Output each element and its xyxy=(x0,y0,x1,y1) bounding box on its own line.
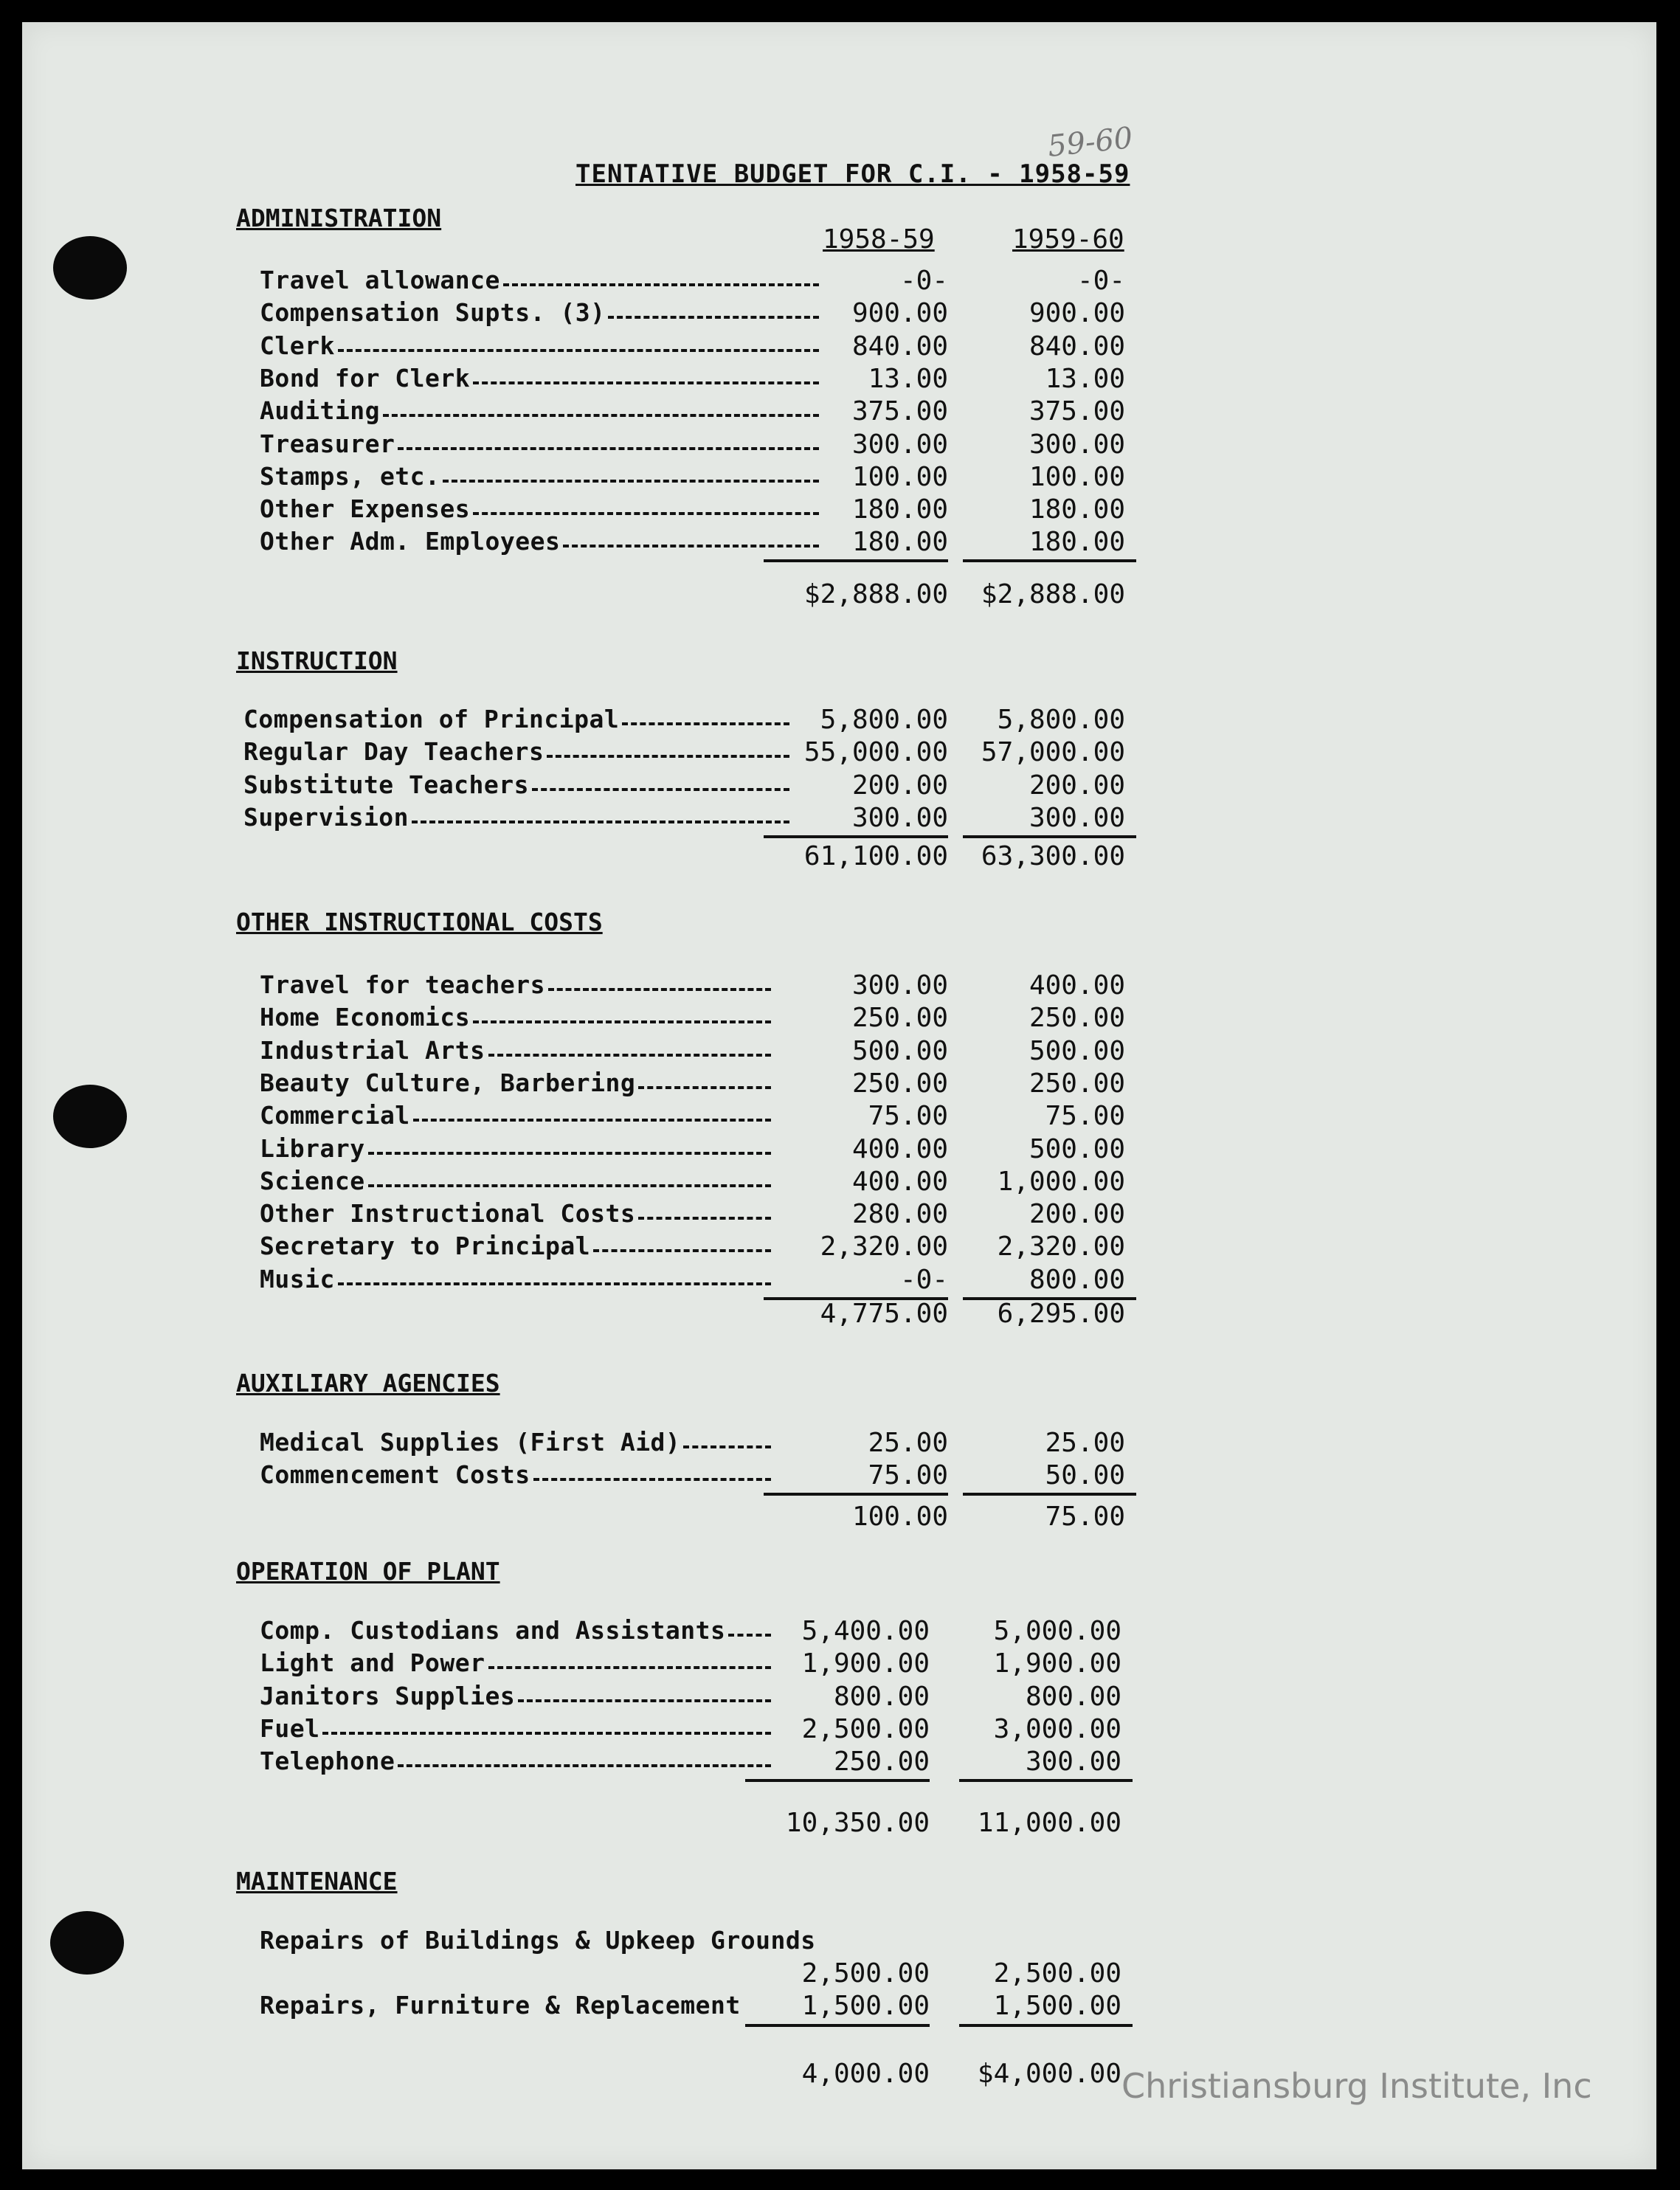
dot-leader xyxy=(593,1249,771,1252)
value-1958-59: 375.00 xyxy=(851,396,948,427)
value-1959-60: 1,900.00 xyxy=(993,1648,1121,1679)
value-1958-59: 2,320.00 xyxy=(820,1232,948,1262)
value-1959-60: 13.00 xyxy=(1045,363,1125,394)
value-1958-59: 100.00 xyxy=(851,461,948,492)
value-1959-60: 800.00 xyxy=(1025,1681,1121,1712)
budget-row-label: Music xyxy=(260,1264,335,1293)
value-1959-60: 400.00 xyxy=(1029,970,1125,1001)
budget-row xyxy=(243,737,834,770)
value-1958-59: -0- xyxy=(899,1264,948,1295)
value-1959-60: 375.00 xyxy=(1029,396,1125,427)
value-1958-59: 1,500.00 xyxy=(801,1991,930,2022)
budget-row xyxy=(260,527,850,559)
section-total-1959-60: $2,888.00 xyxy=(981,579,1125,609)
value-1958-59: 13.00 xyxy=(868,363,948,394)
section-heading: INSTRUCTION xyxy=(236,646,398,675)
dot-leader xyxy=(547,755,789,758)
budget-row xyxy=(260,494,850,527)
value-1958-59: 250.00 xyxy=(833,1747,930,1778)
dot-leader xyxy=(488,1054,771,1057)
subtotal-rule xyxy=(963,1493,1136,1496)
subtotal-rule xyxy=(963,835,1136,838)
value-1959-60: 75.00 xyxy=(1045,1101,1125,1132)
value-1958-59: 280.00 xyxy=(851,1199,948,1230)
dot-leader xyxy=(473,512,819,515)
dot-leader xyxy=(398,1764,771,1767)
value-1958-59: 2,500.00 xyxy=(801,1713,930,1744)
value-1959-60: 500.00 xyxy=(1029,1035,1125,1066)
budget-row-label: Compensation of Principal xyxy=(243,705,620,733)
budget-row xyxy=(260,331,850,364)
value-1959-60: 57,000.00 xyxy=(981,737,1125,768)
budget-row xyxy=(260,396,850,429)
budget-row xyxy=(260,462,850,494)
value-1959-60: 2,500.00 xyxy=(993,1958,1121,1989)
section-total-1958-59: 61,100.00 xyxy=(803,841,948,871)
budget-row-label: Industrial Arts xyxy=(260,1035,485,1065)
dot-leader xyxy=(368,1184,771,1187)
value-1958-59: 2,500.00 xyxy=(801,1958,930,1989)
dot-leader xyxy=(368,1152,771,1155)
dot-leader xyxy=(473,381,819,384)
budget-row-label: Science xyxy=(260,1166,365,1195)
section-heading: ADMINISTRATION xyxy=(236,204,442,232)
section-total-1958-59: $2,888.00 xyxy=(803,579,948,609)
value-1959-60: 800.00 xyxy=(1029,1264,1125,1295)
value-1959-60: 25.00 xyxy=(1045,1428,1125,1458)
budget-row-label: Repairs, Furniture & Replacement xyxy=(260,1991,741,2020)
budget-row xyxy=(260,1101,850,1133)
value-1958-59: 55,000.00 xyxy=(803,737,948,768)
budget-row-label: Stamps, etc. xyxy=(260,461,440,491)
budget-row xyxy=(260,1265,850,1297)
value-1959-60: 500.00 xyxy=(1029,1133,1125,1164)
budget-row-label: Repairs of Buildings & Upkeep Grounds xyxy=(260,1926,816,1955)
value-1959-60: 180.00 xyxy=(1029,494,1125,525)
dot-leader xyxy=(412,821,789,823)
dot-leader xyxy=(338,1282,771,1285)
budget-row xyxy=(243,803,834,835)
budget-row xyxy=(260,266,850,298)
value-1958-59: 180.00 xyxy=(851,494,948,525)
dot-leader xyxy=(443,480,819,483)
budget-row xyxy=(260,1134,850,1167)
value-1959-60: 200.00 xyxy=(1029,1199,1125,1230)
subtotal-rule xyxy=(764,1493,948,1496)
section-total-1958-59: 10,350.00 xyxy=(785,1808,930,1838)
budget-row xyxy=(260,1428,850,1460)
budget-row-label: Treasurer xyxy=(260,429,395,458)
section-total-1959-60: 11,000.00 xyxy=(977,1808,1121,1838)
document-title: TENTATIVE BUDGET FOR C.I. - 1958-59 xyxy=(575,159,1130,189)
value-1959-60: 100.00 xyxy=(1029,461,1125,492)
value-1959-60: -0- xyxy=(1076,266,1125,296)
dot-leader xyxy=(683,1445,771,1448)
section-total-1958-59: 4,000.00 xyxy=(801,2059,930,2089)
budget-row-label: Beauty Culture, Barbering xyxy=(260,1068,636,1097)
value-1959-60: 5,000.00 xyxy=(993,1616,1121,1646)
value-1959-60: 2,320.00 xyxy=(997,1232,1125,1262)
value-1958-59: 500.00 xyxy=(851,1035,948,1066)
section-total-1959-60: 6,295.00 xyxy=(997,1299,1125,1329)
dot-leader xyxy=(398,447,819,450)
subtotal-rule xyxy=(959,2024,1133,2027)
budget-row-label: Regular Day Teachers xyxy=(243,737,545,767)
value-1958-59: 75.00 xyxy=(868,1460,948,1491)
subtotal-rule xyxy=(764,559,948,562)
subtotal-rule xyxy=(745,2024,930,2027)
budget-row-label: Medical Supplies (First Aid) xyxy=(260,1428,681,1457)
subtotal-rule xyxy=(745,1779,930,1782)
budget-row-label: Substitute Teachers xyxy=(243,770,529,799)
section-total-1959-60: 63,300.00 xyxy=(981,841,1125,871)
budget-row-label: Commercial xyxy=(260,1101,410,1130)
value-1959-60: 1,500.00 xyxy=(993,1991,1121,2022)
binder-hole xyxy=(53,1085,127,1148)
budget-row xyxy=(260,364,850,396)
binder-hole xyxy=(50,1911,124,1975)
value-1958-59: 5,800.00 xyxy=(820,705,948,735)
column-header-1958-59: 1958-59 xyxy=(823,224,935,255)
dot-leader xyxy=(488,1666,771,1669)
value-1958-59: 25.00 xyxy=(868,1428,948,1458)
dot-leader xyxy=(533,1478,771,1481)
value-1959-60: 5,800.00 xyxy=(997,705,1125,735)
value-1958-59: 5,400.00 xyxy=(801,1616,930,1646)
subtotal-rule xyxy=(959,1779,1133,1782)
value-1959-60: 900.00 xyxy=(1029,298,1125,329)
budget-row-label: Comp. Custodians and Assistants xyxy=(260,1616,726,1645)
budget-row-label: Commencement Costs xyxy=(260,1460,530,1490)
dot-leader xyxy=(322,1732,771,1735)
budget-row xyxy=(260,1926,850,1958)
value-1959-60: 300.00 xyxy=(1025,1747,1121,1778)
subtotal-rule xyxy=(764,835,948,838)
budget-row xyxy=(260,1003,850,1035)
budget-row-label: Telephone xyxy=(260,1747,395,1776)
budget-row xyxy=(260,1460,850,1493)
value-1958-59: 840.00 xyxy=(851,331,948,362)
watermark: Christiansburg Institute, Inc xyxy=(1121,2066,1592,2106)
value-1959-60: 3,000.00 xyxy=(993,1713,1121,1744)
section-total-1959-60: 75.00 xyxy=(1045,1502,1125,1532)
value-1958-59: 75.00 xyxy=(868,1101,948,1132)
dot-leader xyxy=(518,1699,771,1702)
value-1958-59: 300.00 xyxy=(851,429,948,460)
value-1958-59: 200.00 xyxy=(851,770,948,801)
budget-row-label: Travel for teachers xyxy=(260,970,545,999)
value-1958-59: 400.00 xyxy=(851,1166,948,1197)
dot-leader xyxy=(638,1086,771,1089)
budget-row xyxy=(243,770,834,803)
dot-leader xyxy=(532,788,789,791)
value-1959-60: 200.00 xyxy=(1029,770,1125,801)
value-1959-60: 180.00 xyxy=(1029,527,1125,558)
subtotal-rule xyxy=(963,559,1136,562)
budget-row-label: Library xyxy=(260,1133,365,1163)
column-header-1959-60: 1959-60 xyxy=(1012,224,1124,255)
value-1958-59: 250.00 xyxy=(851,1068,948,1099)
section-heading: AUXILIARY AGENCIES xyxy=(236,1369,500,1398)
section-heading: MAINTENANCE xyxy=(236,1867,398,1896)
value-1959-60: 840.00 xyxy=(1029,331,1125,362)
dot-leader xyxy=(622,722,789,725)
dot-leader xyxy=(383,414,819,417)
dot-leader xyxy=(473,1020,771,1023)
value-1959-60: 50.00 xyxy=(1045,1460,1125,1491)
budget-row-label: Other Expenses xyxy=(260,494,471,524)
budget-row-label: Secretary to Principal xyxy=(260,1232,591,1261)
budget-row xyxy=(260,1199,850,1232)
value-1958-59: 180.00 xyxy=(851,527,948,558)
value-1959-60: 1,000.00 xyxy=(997,1166,1125,1197)
section-heading: OPERATION OF PLANT xyxy=(236,1557,500,1586)
section-total-1958-59: 100.00 xyxy=(851,1502,948,1532)
budget-row xyxy=(260,1167,850,1199)
value-1958-59: 300.00 xyxy=(851,970,948,1001)
budget-row-label: Home Economics xyxy=(260,1003,471,1032)
budget-row xyxy=(260,429,850,462)
value-1959-60: 250.00 xyxy=(1029,1003,1125,1034)
budget-row xyxy=(243,705,834,737)
budget-row xyxy=(260,1036,850,1068)
budget-row-label: Light and Power xyxy=(260,1648,485,1678)
budget-row-label: Supervision xyxy=(243,802,409,832)
budget-row-label: Compensation Supts. (3) xyxy=(260,298,606,328)
value-1959-60: 300.00 xyxy=(1029,429,1125,460)
budget-row-label: Janitors Supplies xyxy=(260,1681,516,1710)
budget-row-label: Other Adm. Employees xyxy=(260,527,561,556)
section-total-1958-59: 4,775.00 xyxy=(820,1299,948,1329)
value-1958-59: 400.00 xyxy=(851,1133,948,1164)
document-page xyxy=(22,22,1656,2169)
value-1958-59: 300.00 xyxy=(851,802,948,833)
section-total-1959-60: $4,000.00 xyxy=(977,2059,1121,2089)
dot-leader xyxy=(548,988,771,991)
budget-row-label: Bond for Clerk xyxy=(260,363,471,393)
value-1959-60: 250.00 xyxy=(1029,1068,1125,1099)
budget-row xyxy=(260,1232,850,1264)
budget-row-label: Fuel xyxy=(260,1713,320,1743)
value-1959-60: 300.00 xyxy=(1029,802,1125,833)
value-1958-59: 900.00 xyxy=(851,298,948,329)
budget-row xyxy=(260,1068,850,1101)
binder-hole xyxy=(53,236,127,300)
budget-row-label: Clerk xyxy=(260,331,335,360)
budget-row-label: Other Instructional Costs xyxy=(260,1199,636,1229)
dot-leader xyxy=(638,1217,771,1220)
handwritten-note: 59-60 xyxy=(1045,121,1135,164)
value-1958-59: 800.00 xyxy=(833,1681,930,1712)
budget-row-label: Auditing xyxy=(260,396,380,426)
value-1958-59: -0- xyxy=(899,266,948,296)
section-heading: OTHER INSTRUCTIONAL COSTS xyxy=(236,908,603,936)
budget-row-label: Travel allowance xyxy=(260,266,500,294)
budget-row xyxy=(260,970,850,1003)
value-1958-59: 250.00 xyxy=(851,1003,948,1034)
dot-leader xyxy=(413,1119,771,1122)
dot-leader xyxy=(338,349,819,352)
budget-row xyxy=(260,298,850,331)
value-1958-59: 1,900.00 xyxy=(801,1648,930,1679)
